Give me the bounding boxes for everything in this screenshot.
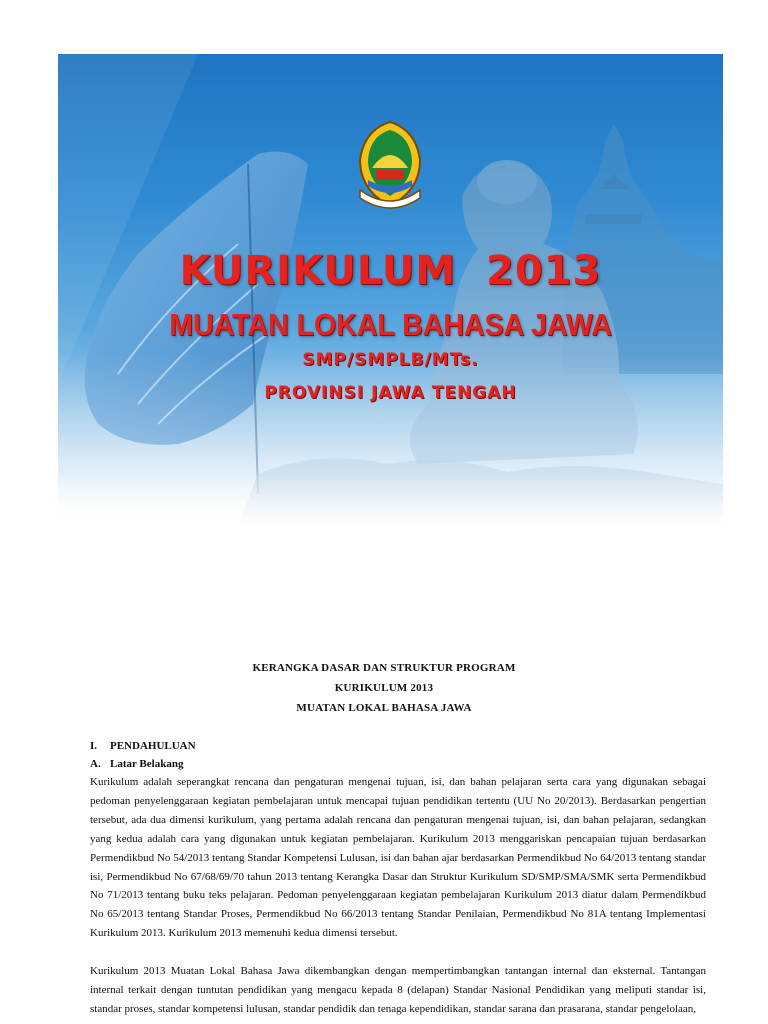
section-number: I. (90, 740, 98, 752)
cover-school-level: SMP/SMPLB/MTs. (302, 350, 479, 370)
cover-banner (58, 54, 723, 525)
cover-subtitle: MUATAN LOKAL BAHASA JAWA (169, 307, 612, 342)
paragraph-1: Kurikulum adalah seperangkat rencana dan pengaturan mengenai tujuan, isi, dan bahan pelajaran serta cara yang digunakan sebagai pedoman penyelenggaraan kegiatan pembelajaran untuk mencapai tujuan pendidikan tertentu (UU No 20/2013). Berdasarkan pengertian tersebut, ada dua dimensi kurikulum, yang pertama adalah rencana dan pengaturan mengenai tujuan, isi, dan bahan pelajaran, sedangkan yang kedua adalah cara yang digunakan untuk kegiatan pembelajaran. Kurikulum 2013 menggariskan pencapaian tujuan berdasarkan Permendikbud No 54/2013 tentang Standar Kompetensi Lulusan, isi dan bahan ajar berdasarkan Permendikbud No 64/2013 tentang standar isi, Permendikbud No 67/68/69/70 tahun 2013 tentang Kerangka Dasar dan Struktur Kurikulum SD/SMP/SMA/SMK serta Permendikbud No 71/2013 tentang buku teks pelajaran. Pedoman penyelenggaraan kegiatan pembelajaran Kurikulum 2013 diatur dalam Permendikbud No 65/2013 tentang Standar Proses, Permendikbud No 66/2013 tentang Standar Penilaian, Permendikbud No 81A tentang Implementasi Kurikulum 2013. Kurikulum 2013 memenuhi kedua dimensi tersebut. (90, 776, 706, 940)
subsection-letter: A. (90, 758, 101, 770)
document-heading-3: MUATAN LOKAL BAHASA JAWA (296, 702, 472, 714)
section-title: PENDAHULUAN (110, 740, 196, 752)
cover-title: KURIKULUM 2013 (179, 248, 602, 294)
subsection-title: Latar Belakang (110, 758, 184, 770)
jawa-tengah-emblem-icon (354, 120, 426, 214)
document-heading-1: KERANGKA DASAR DAN STRUKTUR PROGRAM (252, 662, 516, 674)
cover-province: PROVINSI JAWA TENGAH (264, 383, 517, 403)
document-heading-2: KURIKULUM 2013 (334, 682, 434, 694)
paragraph-2: Kurikulum 2013 Muatan Lokal Bahasa Jawa dikembangkan dengan mempertimbangkan tantangan internal dan eksternal. Tantangan internal terkait dengan tuntutan pendidikan yang mengacu kepada 8 (delapan) Standar Nasional Pendidikan yang meliputi standar isi, standar proses, standar kompetensi lulusan, standar pendidik dan tenaga kependidikan, standar sarana dan prasarana, standar pengelolaan, (90, 965, 706, 1015)
